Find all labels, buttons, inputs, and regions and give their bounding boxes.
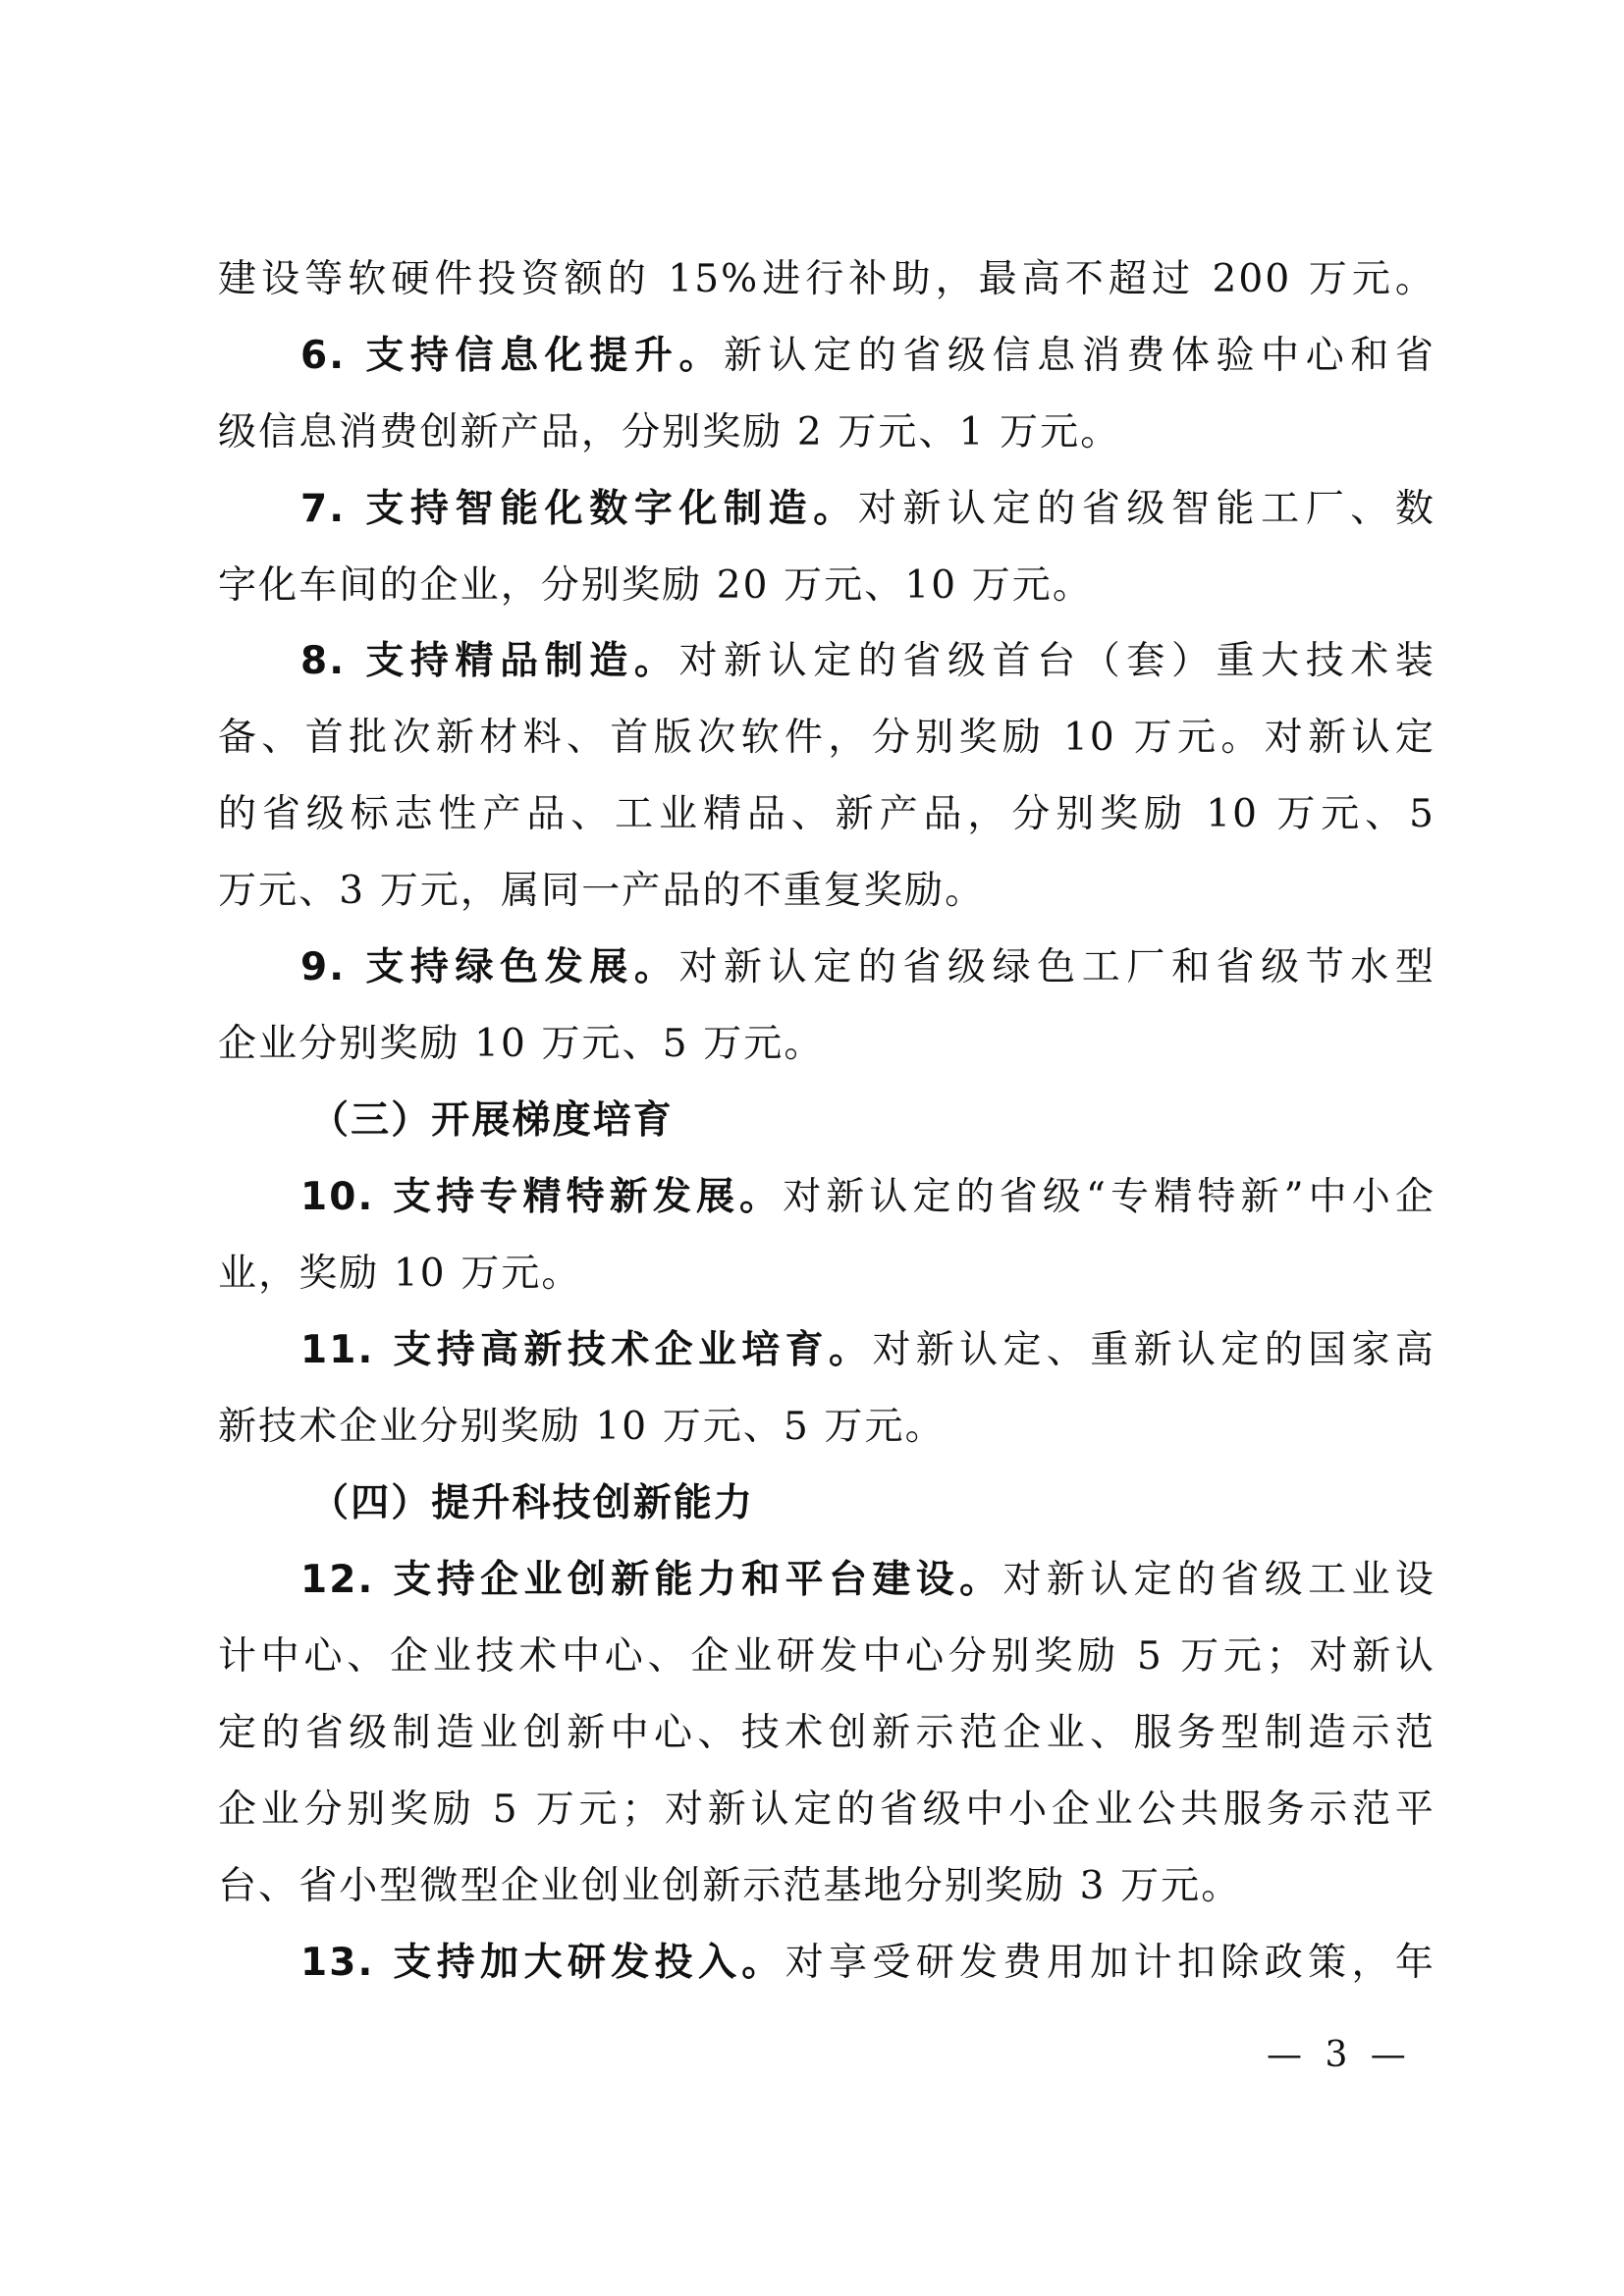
item-heading: 6. 支持信息化提升。 xyxy=(300,334,725,378)
text-line: 企业分别奖励 5 万元；对新认定的省级中小企业公共服务示范平 xyxy=(218,1788,1435,1832)
section-heading-3: （三）开展梯度培育 xyxy=(310,1098,674,1143)
text-line: 建设等软硬件投资额的 15%进行补助，最高不超过 200 万元。 xyxy=(218,257,1435,301)
text-line-item-13: 13. 支持加大研发投入。对享受研发费用加计扣除政策，年 xyxy=(300,1941,1435,1985)
text-line: 级信息消费创新产品，分别奖励 2 万元、1 万元。 xyxy=(218,410,1121,454)
item-heading: 13. 支持加大研发投入。 xyxy=(300,1941,785,1985)
page-number: — 3 — xyxy=(1267,2035,1412,2075)
text-line: 台、省小型微型企业创业创新示范基地分别奖励 3 万元。 xyxy=(218,1864,1242,1908)
text-line: 字化车间的企业，分别奖励 20 万元、10 万元。 xyxy=(218,563,1093,608)
item-heading: 11. 支持高新技术企业培育。 xyxy=(300,1328,873,1372)
text-line: 万元、3 万元，属同一产品的不重复奖励。 xyxy=(218,869,986,913)
text-line: 企业分别奖励 10 万元、5 万元。 xyxy=(218,1022,825,1066)
text-line: 定的省级制造业创新中心、技术创新示范企业、服务型制造示范 xyxy=(218,1711,1435,1755)
text-line-item-7: 7. 支持智能化数字化制造。对新认定的省级智能工厂、数 xyxy=(300,487,1435,531)
item-heading: 9. 支持绿色发展。 xyxy=(300,945,679,989)
text-line-item-6: 6. 支持信息化提升。新认定的省级信息消费体验中心和省 xyxy=(300,334,1435,378)
item-heading: 7. 支持智能化数字化制造。 xyxy=(300,487,858,531)
text-line: 计中心、企业技术中心、企业研发中心分别奖励 5 万元；对新认 xyxy=(218,1634,1435,1679)
text-line-item-11: 11. 支持高新技术企业培育。对新认定、重新认定的国家高 xyxy=(300,1328,1435,1372)
text-line: 备、首批次新材料、首版次软件，分别奖励 10 万元。对新认定 xyxy=(218,716,1435,760)
text-line-item-10: 10. 支持专精特新发展。对新认定的省级“专精特新”中小企 xyxy=(300,1175,1435,1219)
text-line-item-8: 8. 支持精品制造。对新认定的省级首台（套）重大技术装 xyxy=(300,639,1435,683)
item-heading: 8. 支持精品制造。 xyxy=(300,639,679,683)
item-heading: 12. 支持企业创新能力和平台建设。 xyxy=(300,1558,1003,1602)
text-line: 新技术企业分别奖励 10 万元、5 万元。 xyxy=(218,1405,946,1449)
text-line-item-12: 12. 支持企业创新能力和平台建设。对新认定的省级工业设 xyxy=(300,1558,1435,1602)
text-line: 的省级标志性产品、工业精品、新产品，分别奖励 10 万元、5 xyxy=(218,792,1435,836)
text-line: 业，奖励 10 万元。 xyxy=(218,1252,582,1296)
text-line-item-9: 9. 支持绿色发展。对新认定的省级绿色工厂和省级节水型 xyxy=(300,945,1435,989)
section-heading-4: （四）提升科技创新能力 xyxy=(310,1481,755,1525)
item-heading: 10. 支持专精特新发展。 xyxy=(300,1175,784,1219)
